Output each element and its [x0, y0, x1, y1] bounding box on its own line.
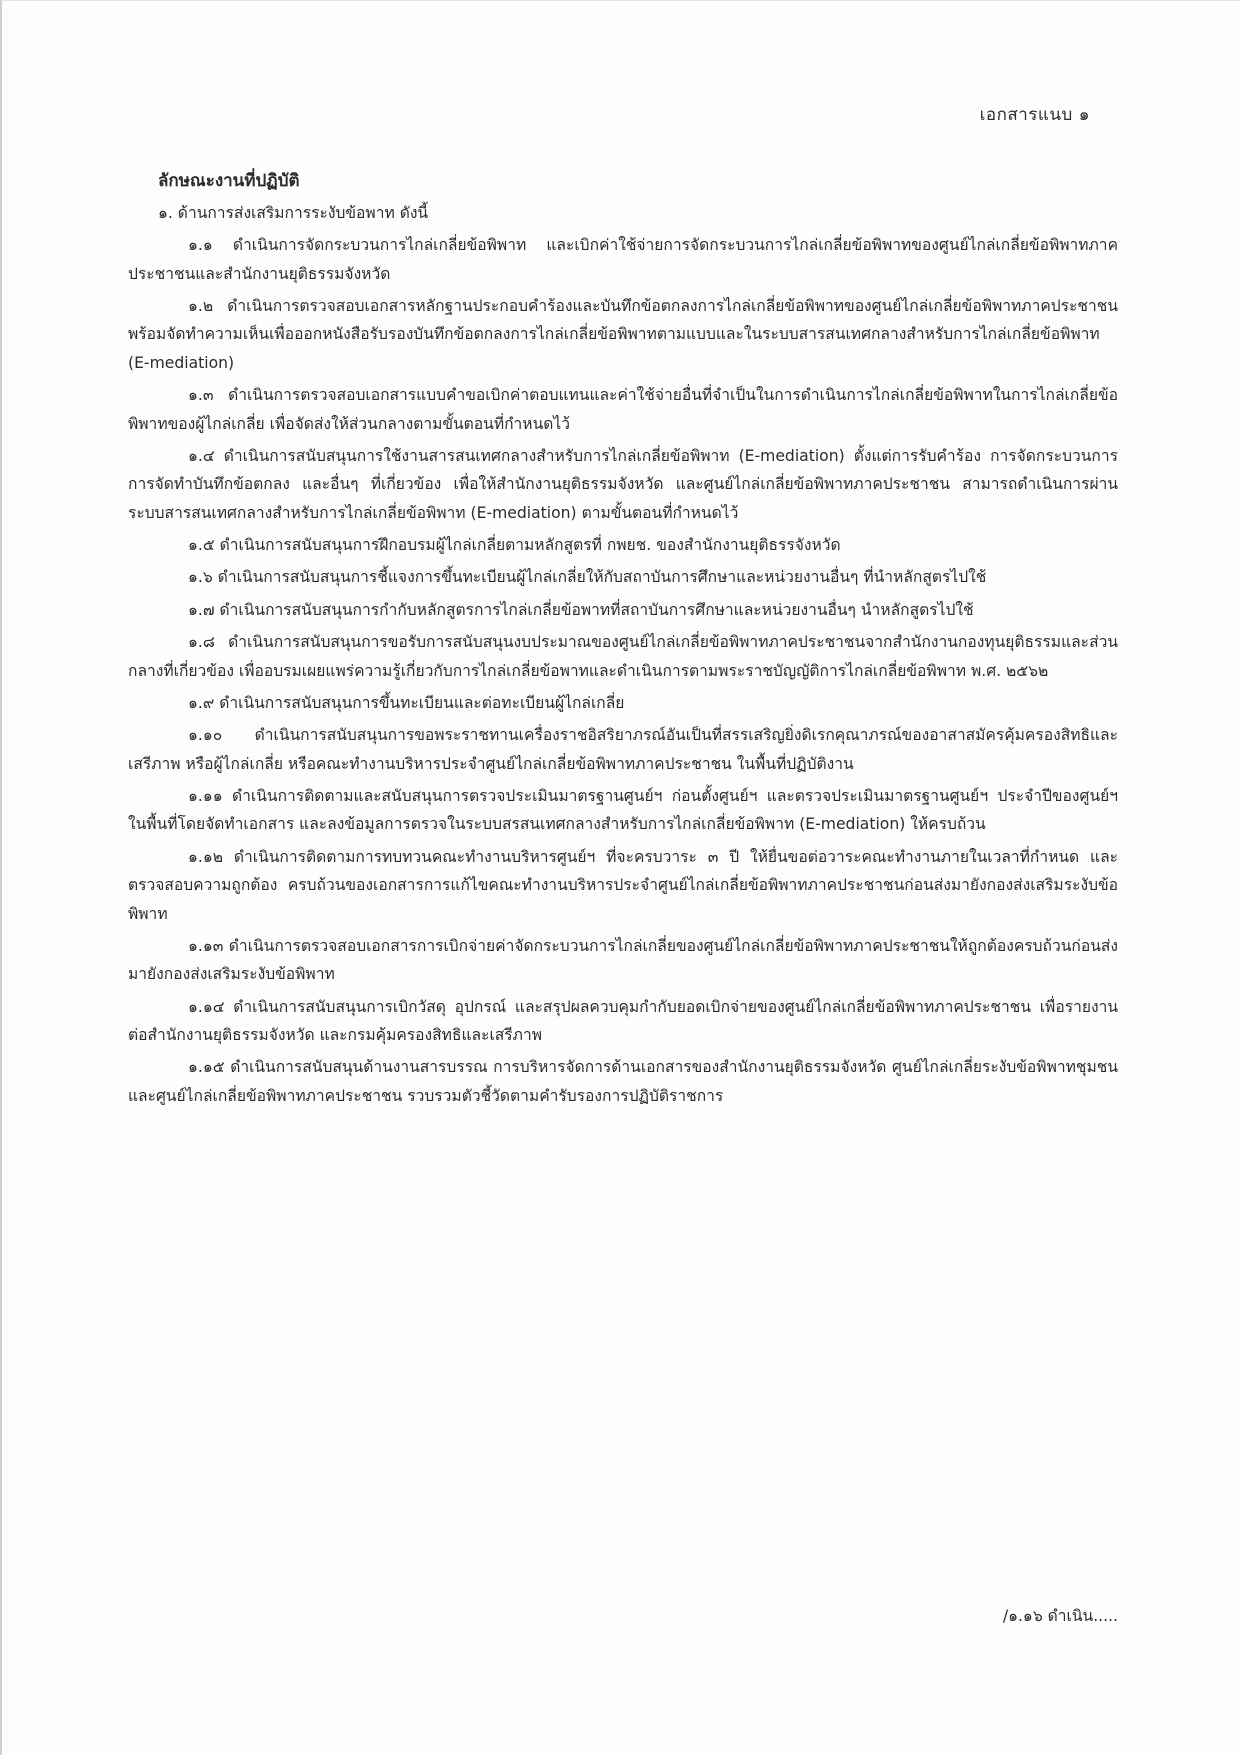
duty-item-1-2: ๑.๒ ดำเนินการตรวจสอบเอกสารหลักฐานประกอบคำร้องและบันทึกข้อตกลงการไกล่เกลี่ยข้อพิพาทของศูนย์ไกล่เกลี่ยข้อพิพาทภาคประชาชน พร้อมจัดทำความเห็นเพื่อออกหนังสือรับรองบันทึกข้อตกลงการไกล่เกลี่ยข้อพิพาทตามแบบและในระบบสารสนเทศกลางสำหรับการไกล่เกลี่ยข้อพิพาท (E-mediation): [128, 297, 1118, 372]
section-subheading: ๑. ด้านการส่งเสริมการระงับข้อพาท ดังนี้: [158, 203, 429, 222]
duty-item-1-9: ๑.๙ ดำเนินการสนับสนุนการขึ้นทะเบียนและต่อทะเบียนผู้ไกล่เกลี่ย: [188, 693, 625, 712]
duty-item-1-15: ๑.๑๕ ดำเนินการสนับสนุนด้านงานสารบรรณ การบริหารจัดการด้านเอกสารของสำนักงานยุติธรรมจังหวัด ศูนย์ไกล่เกลี่ยระงับข้อพิพาทชุมชน และศูนย์ไกล่เกลี่ยข้อพิพาทภาคประชาชน รวบรวมตัวชี้วัดตามคำรับรองการปฏิบัติราชการ: [128, 1058, 1118, 1105]
duty-item-1-8: ๑.๘ ดำเนินการสนับสนุนการขอรับการสนับสนุนงบประมาณของศูนย์ไกล่เกลี่ยข้อพิพาทภาคประชาชนจากสำนักงานกองทุนยุติธรรมและส่วนกลางที่เกี่ยวข้อง เพื่ออบรมเผยแพร่ความรู้เกี่ยวกับการไกล่เกลี่ยข้อพาทและดำเนินการตามพระราชบัญญัติการไกล่เกลี่ยข้อพิพาท พ.ศ. ๒๕๖๒: [128, 633, 1118, 680]
duty-item-1-13: ๑.๑๓ ดำเนินการตรวจสอบเอกสารการเบิกจ่ายค่าจัดกระบวนการไกล่เกลี่ยของศูนย์ไกล่เกลี่ยข้อพิพาทภาคประชาชนให้ถูกต้องครบถ้วนก่อนส่งมายังกองส่งเสริมระงับข้อพิพาท: [128, 936, 1118, 984]
duty-item-1-10: ๑.๑๐ ดำเนินการสนับสนุนการขอพระราชทานเครื่องราชอิสริยาภรณ์อันเป็นที่สรรเสริญยิ่งดิเรกคุณาภรณ์ของอาสาสมัครคุ้มครองสิทธิและเสรีภาพ หรือผู้ไกล่เกลี่ย หรือคณะทำงานบริหารประจำศูนย์ไกล่เกลี่ยข้อพิพาทภาคประชาชน ในพื้นที่ปฏิบัติงาน: [128, 726, 1118, 773]
duty-item-1-12: ๑.๑๒ ดำเนินการติดตามการทบทวนคณะทำงานบริหารศูนย์ฯ ที่จะครบวาระ ๓ ปี ให้ยื่นขอต่อวาระคณะทำงานภายในเวลาที่กำหนด และตรวจสอบความถูกต้อง ครบถ้วนของเอกสารการแก้ไขคณะทำงานบริหารประจำศูนย์ไกล่เกลี่ยข้อพิพาทภาคประชาชนก่อนส่งมายังกองส่งเสริมระงับข้อพิพาท: [128, 847, 1118, 923]
duty-item-1-1: ๑.๑ ดำเนินการจัดกระบวนการไกล่เกลี่ยข้อพิพาท และเบิกค่าใช้จ่ายการจัดกระบวนการไกล่เกลี่ยข้อพิพาทของศูนย์ไกล่เกลี่ยข้อพิพาทภาคประชาชนและสำนักงานยุติธรรมจังหวัด: [128, 236, 1118, 283]
duty-item-1-4: ๑.๔ ดำเนินการสนับสนุนการใช้งานสารสนเทศกลางสำหรับการไกล่เกลี่ยข้อพิพาท (E-mediation) ตั้งแต่การรับคำร้อง การจัดกระบวนการ การจัดทำบันทึกข้อตกลง และอื่นๆ ที่เกี่ยวข้อง เพื่อให้สำนักงานยุติธรรมจังหวัด และศูนย์ไกล่เกลี่ยข้อพิพาทภาคประชาชน สามารถดำเนินการผ่านระบบสารสนเทศกลางสำหรับการไกล่เกลี่ยข้อพิพาท (E-mediation) ตามขั้นตอนที่กำหนดไว้: [128, 446, 1118, 522]
duty-item-1-7: ๑.๗ ดำเนินการสนับสนุนการกำกับหลักสูตรการไกล่เกลี่ยข้อพาทที่สถาบันการศึกษาและหน่วยงานอื่นๆ นำหลักสูตรไปใช้: [188, 600, 974, 619]
duty-item-1-6: ๑.๖ ดำเนินการสนับสนุนการชี้แจงการขึ้นทะเบียนผู้ไกล่เกลี่ยให้กับสถาบันการศึกษาและหน่วยงานอื่นๆ ที่นำหลักสูตรไปใช้: [188, 568, 987, 587]
continuation-note: /๑.๑๖ ดำเนิน.....: [1002, 1607, 1118, 1625]
duty-item-1-14: ๑.๑๔ ดำเนินการสนับสนุนการเบิกวัสดุ อุปกรณ์ และสรุปผลควบคุมกำกับยอดเบิกจ่ายของศูนย์ไกล่เกลี่ยข้อพิพาทภาคประชาชน เพื่อรายงานต่อสำนักงานยุติธรรมจังหวัด และกรมคุ้มครองสิทธิและเสรีภาพ: [128, 997, 1118, 1045]
section-title: ลักษณะงานที่ปฏิบัติ: [158, 171, 300, 191]
document-content: [128, 166, 1118, 1114]
duty-item-1-11: ๑.๑๑ ดำเนินการติดตามและสนับสนุนการตรวจประเมินมาตรฐานศูนย์ฯ ก่อนตั้งศูนย์ฯ และตรวจประเมินมาตรฐานศูนย์ฯ ประจำปีของศูนย์ฯ ในพื้นที่โดยจัดทำเอกสาร และลงข้อมูลการตรวจในระบบสรสนเทศกลางสำหรับการไกล่เกลี่ยข้อพิพาท (E-mediation) ให้ครบถ้วน: [128, 787, 1118, 834]
duty-item-1-5: ๑.๕ ดำเนินการสนับสนุนการฝึกอบรมผู้ไกล่เกลี่ยตามหลักสูตรที่ กพยช. ของสำนักงานยุติธรรจังหวัด: [188, 536, 841, 555]
attachment-label: เอกสารแนบ ๑: [979, 105, 1090, 125]
duty-item-1-3: ๑.๓ ดำเนินการตรวจสอบเอกสารแบบคำขอเบิกค่าตอบแทนและค่าใช้จ่ายอื่นที่จำเป็นในการดำเนินการไกล่เกลี่ยข้อพิพาทในการไกล่เกลี่ยข้อพิพาทของผู้ไกล่เกลี่ย เพื่อจัดส่งให้ส่วนกลางตามขั้นตอนที่กำหนดไว้: [128, 386, 1118, 433]
